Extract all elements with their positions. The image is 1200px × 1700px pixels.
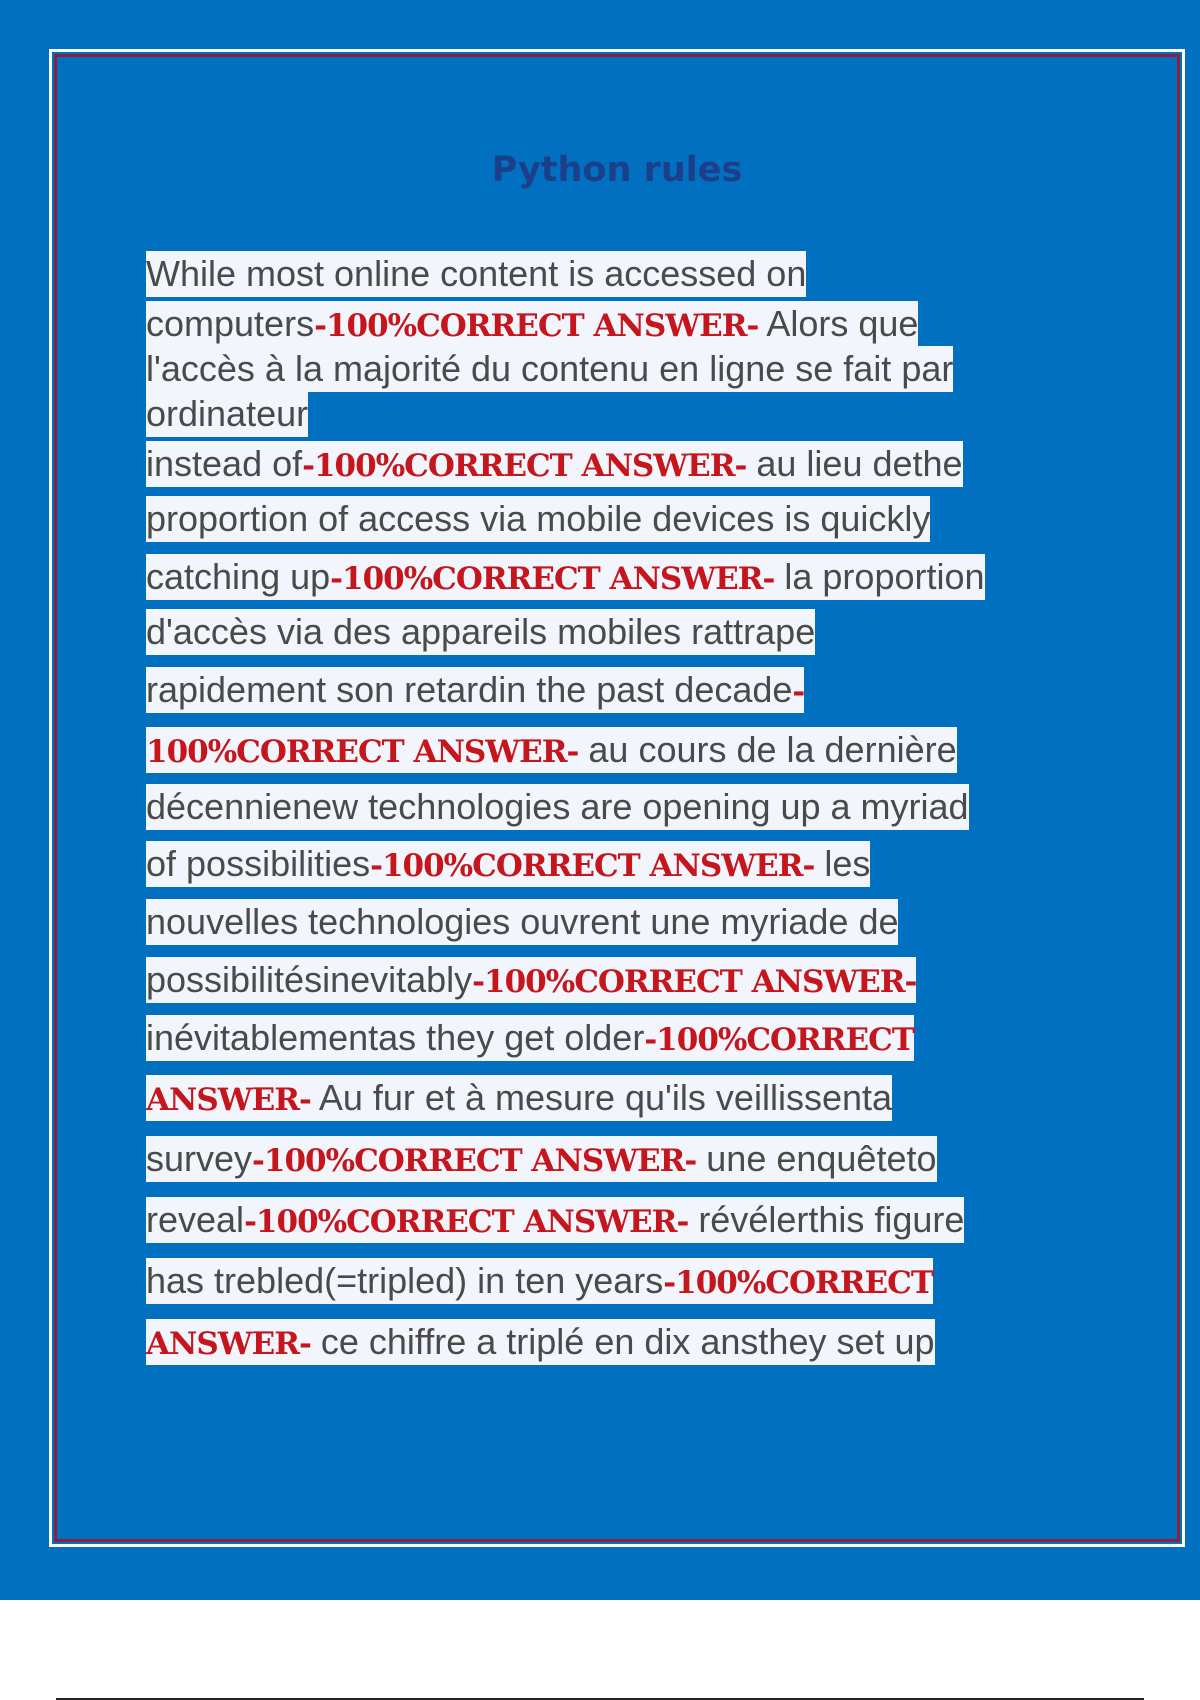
answer-marker: -100%CORRECT ANSWER- [370, 848, 815, 884]
text-highlight [146, 251, 806, 297]
text-line [146, 959, 916, 1001]
text-highlight [146, 346, 953, 392]
text-line [146, 843, 870, 885]
text-line [146, 1199, 964, 1241]
text-highlight [146, 1075, 892, 1121]
text-line [146, 443, 963, 485]
document-title: Python rules [491, 150, 743, 190]
text-line [146, 786, 969, 828]
text-line [146, 901, 898, 943]
text-highlight [146, 496, 930, 542]
text-line [146, 1138, 937, 1180]
text-line [146, 393, 308, 435]
answer-marker: 100%CORRECT ANSWER- [146, 734, 579, 770]
text-segment: inévitablementas they get older [146, 1017, 645, 1058]
text-segment: l'accès à la majorité du contenu en ligne se fait par [146, 348, 954, 389]
text-segment: ordinateur [146, 393, 309, 434]
text-highlight [146, 727, 957, 773]
answer-marker: ANSWER- [146, 1326, 311, 1362]
text-highlight [146, 784, 969, 830]
text-line [146, 303, 918, 345]
text-segment: computers [146, 303, 315, 344]
text-line [146, 253, 806, 295]
text-segment: of possibilities [146, 843, 371, 884]
text-segment: Alors que [758, 303, 919, 344]
text-segment: survey [146, 1138, 253, 1179]
answer-marker: -100%CORRECT ANSWER- [302, 448, 747, 484]
text-line [146, 611, 815, 653]
text-line [146, 1077, 892, 1119]
text-segment: While most online content is accessed on [146, 253, 807, 294]
text-highlight [146, 301, 918, 347]
text-segment: au cours de la dernière [578, 729, 957, 770]
text-line [146, 1321, 935, 1363]
text-highlight [146, 441, 963, 487]
text-highlight [146, 841, 870, 887]
text-segment: d'accès via des appareils mobiles rattrape [146, 611, 816, 652]
text-segment: possibilitésinevitably [146, 959, 473, 1000]
text-segment: has trebled(=tripled) in ten years [146, 1260, 664, 1301]
text-line [146, 556, 985, 598]
text-segment: une enquêteto [696, 1138, 937, 1179]
text-segment: proportion of access via mobile devices is quickly [146, 498, 931, 539]
answer-marker: -100%CORRECT ANSWER- [330, 561, 775, 597]
text-segment: au lieu dethe [746, 443, 963, 484]
answer-marker: -100%CORRECT ANSWER- [252, 1143, 697, 1179]
text-line [146, 729, 957, 771]
text-segment: rapidement son retardin the past decade [146, 669, 793, 710]
text-segment: Au fur et à mesure qu'ils veillissenta [310, 1077, 893, 1118]
text-highlight [146, 899, 898, 945]
text-highlight [146, 609, 815, 655]
answer-marker: -100%CORRECT ANSWER- [472, 964, 917, 1000]
text-line [146, 1017, 914, 1059]
text-segment: catching up [146, 556, 331, 597]
text-line [146, 1260, 933, 1302]
text-highlight [146, 1197, 964, 1243]
answer-marker: -100%CORRECT [663, 1265, 933, 1301]
text-segment: la proportion [774, 556, 985, 597]
answer-marker: -100%CORRECT ANSWER- [244, 1204, 689, 1240]
text-line [146, 669, 804, 711]
text-segment: instead of [146, 443, 303, 484]
text-highlight [146, 1136, 937, 1182]
text-segment: les [814, 843, 871, 884]
answer-marker: -100%CORRECT [644, 1022, 914, 1058]
text-highlight [146, 1258, 933, 1304]
text-highlight [146, 1015, 914, 1061]
text-segment: ce chiffre a triplé en dix ansthey set up [310, 1321, 935, 1362]
text-line [146, 348, 953, 390]
text-highlight [146, 1319, 935, 1365]
text-highlight [146, 554, 985, 600]
text-segment: reveal [146, 1199, 245, 1240]
text-segment: décennienew technologies are opening up a myriad [146, 786, 969, 827]
answer-marker: -100%CORRECT ANSWER- [314, 308, 759, 344]
text-highlight [146, 957, 916, 1003]
text-highlight [146, 667, 804, 713]
text-segment: révélerthis figure [688, 1199, 965, 1240]
answer-marker: ANSWER- [146, 1082, 311, 1118]
text-line [146, 498, 930, 540]
text-highlight [146, 391, 308, 437]
text-segment: nouvelles technologies ouvrent une myriade de [146, 901, 899, 942]
answer-marker: - [792, 674, 805, 710]
